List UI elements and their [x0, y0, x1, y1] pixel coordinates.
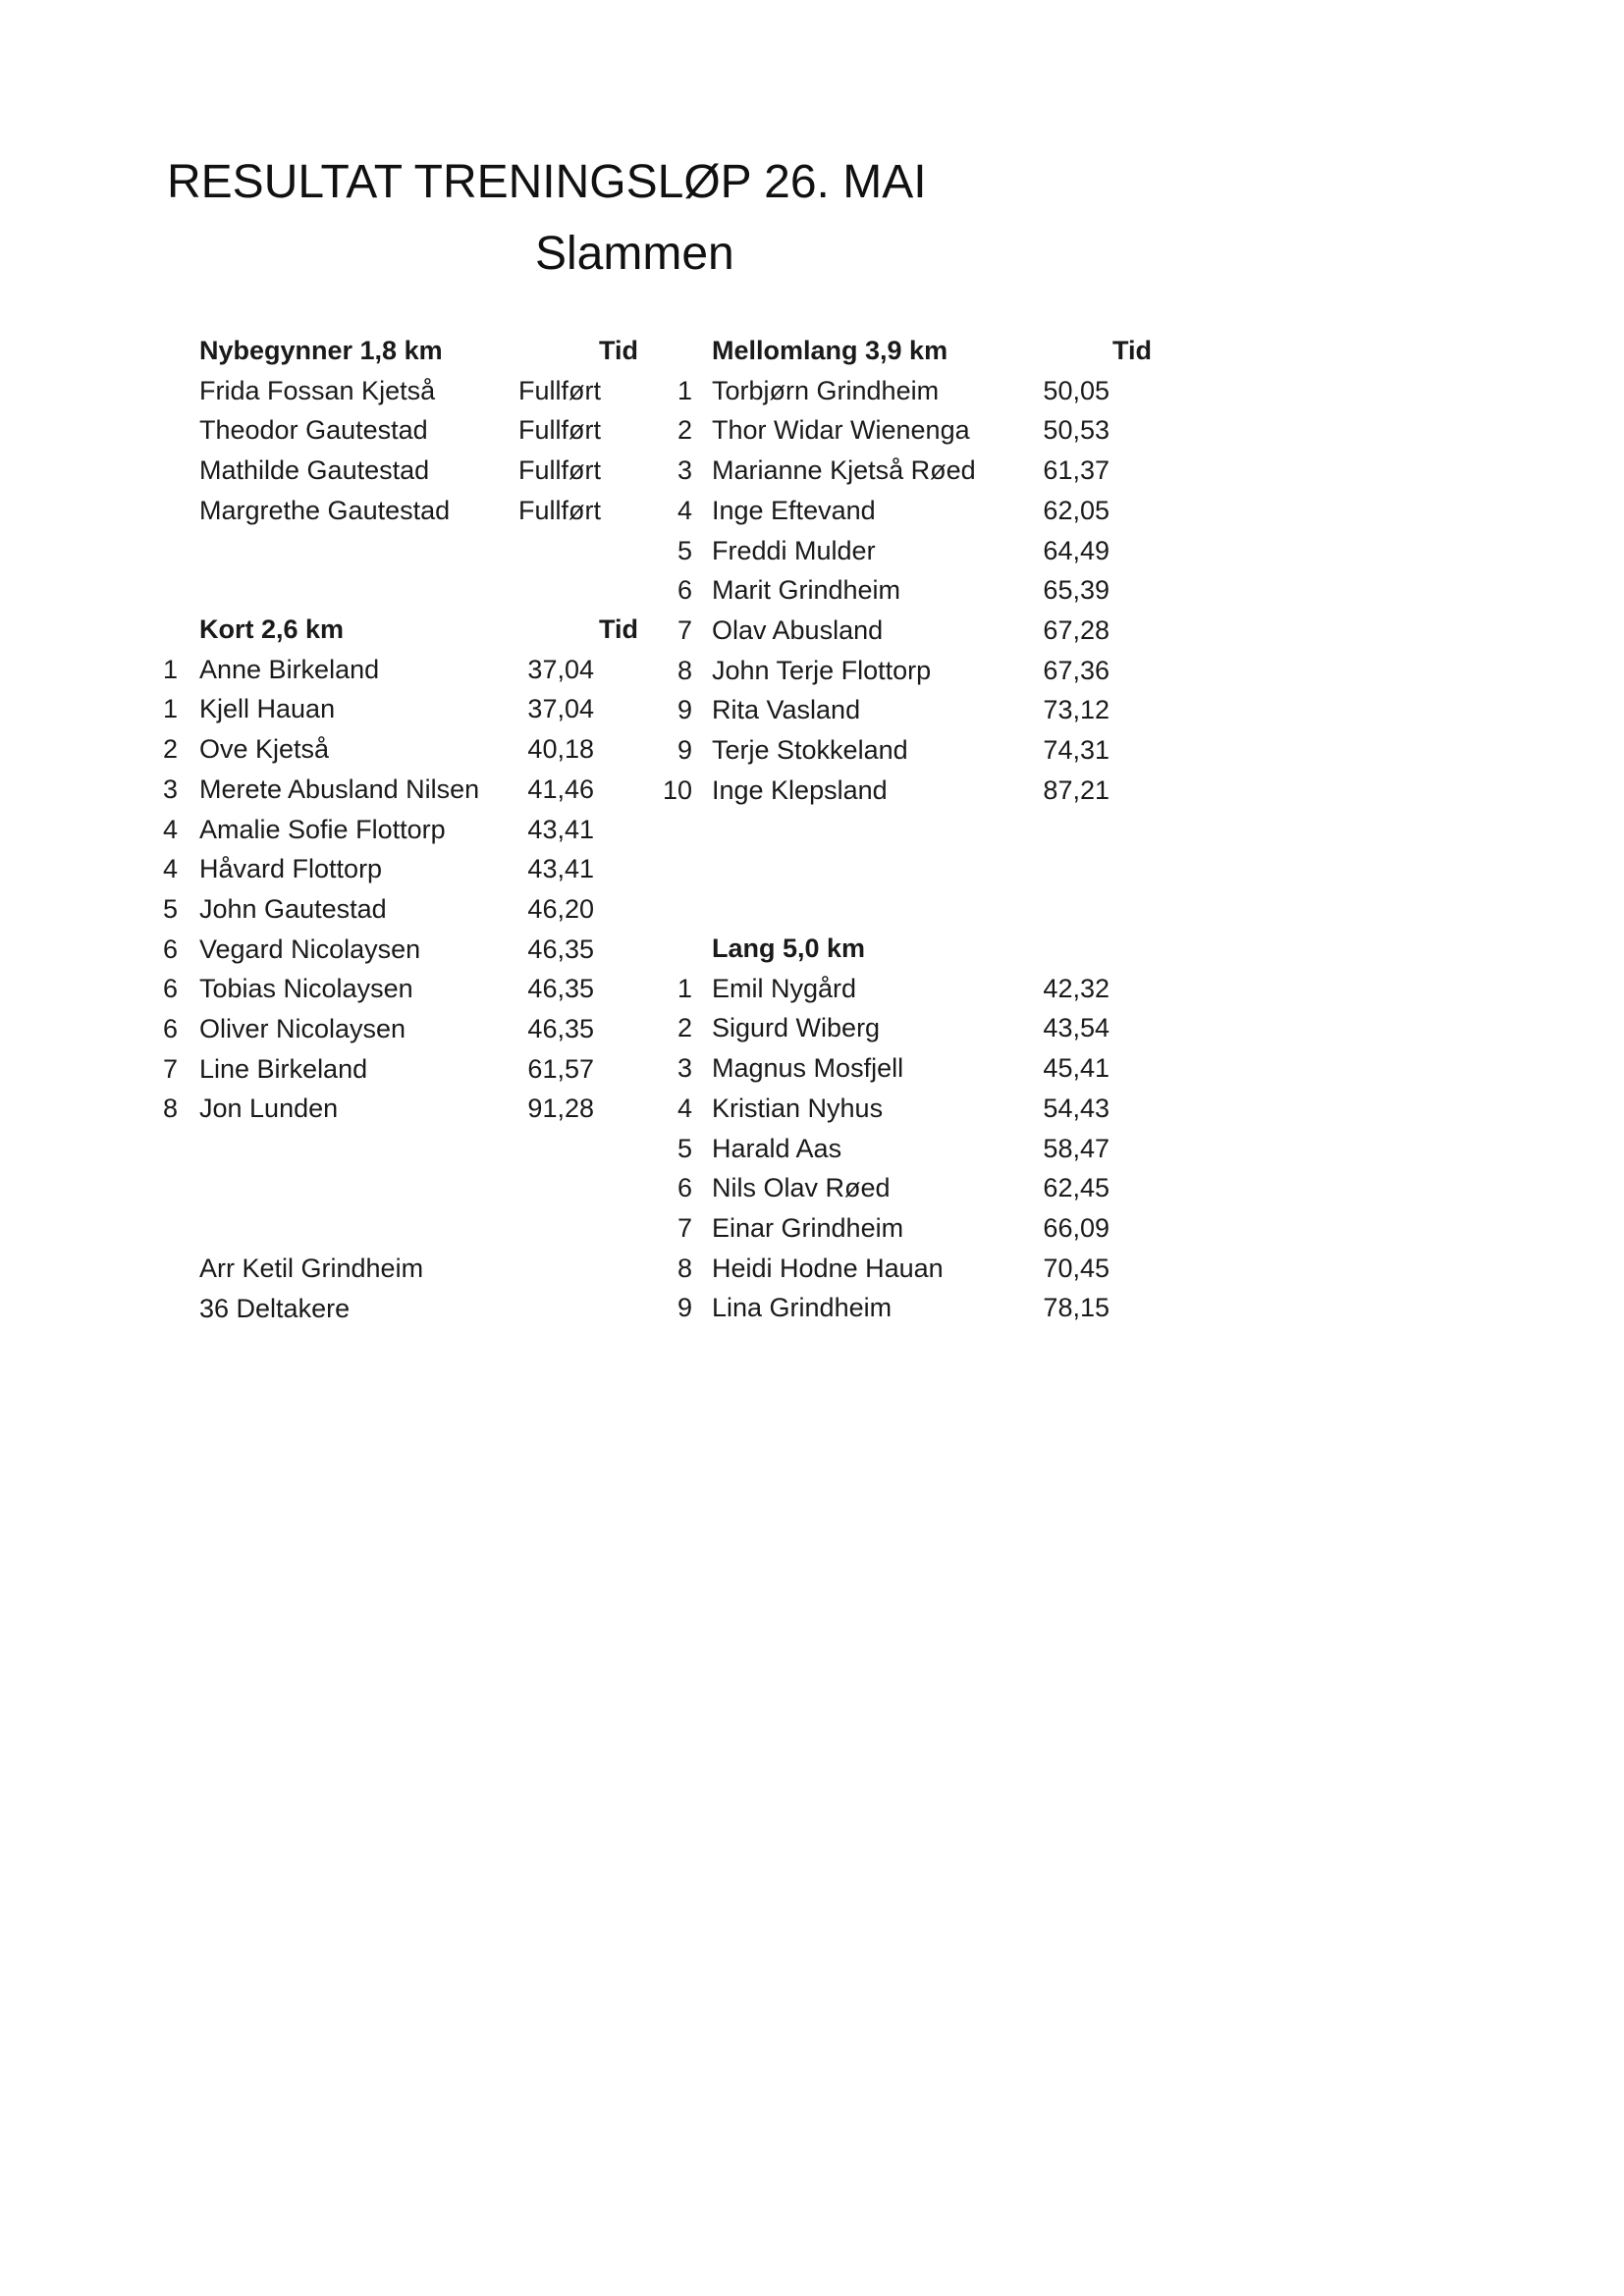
lang-row-name: Lina Grindheim — [712, 1293, 893, 1323]
kort-row-name: Anne Birkeland — [199, 654, 380, 684]
mellomlang-row-time: 74,31 — [1043, 735, 1110, 765]
lang-row-time: 78,15 — [1043, 1293, 1110, 1323]
lang-row-rank: 3 — [677, 1053, 692, 1084]
lang-row-rank: 2 — [677, 1013, 692, 1043]
nybegynner-row-time: Fullført — [518, 495, 601, 525]
lang-row-rank: 7 — [677, 1212, 692, 1243]
nybegynner-row-time: Fullført — [518, 375, 601, 405]
kort-row-rank: 4 — [162, 854, 178, 884]
kort-row-name: Oliver Nicolaysen — [199, 1014, 406, 1043]
lang-row-name: Heidi Hodne Hauan — [712, 1253, 944, 1283]
lang-row-name: Kristian Nyhus — [712, 1093, 884, 1123]
kort-row-rank: 7 — [162, 1053, 178, 1084]
mellomlang-row-name: Thor Widar Wienenga — [712, 415, 970, 446]
nybegynner-row-time: Fullført — [518, 415, 601, 446]
kort-row-rank: 6 — [162, 934, 178, 964]
mellomlang-row-rank: 3 — [677, 455, 692, 486]
mellomlang-row-time: 61,37 — [1043, 455, 1110, 486]
kort-row-rank: 8 — [162, 1094, 178, 1124]
mellomlang-row-name: Inge Klepsland — [712, 774, 888, 805]
kort-row-name: Tobias Nicolaysen — [199, 974, 413, 1004]
lang-row-rank: 5 — [677, 1133, 692, 1163]
kort-row-rank: 5 — [162, 893, 178, 924]
footer-organizer: Arr Ketil Grindheim — [199, 1254, 424, 1283]
kort-row-time: 46,35 — [527, 934, 594, 964]
lang-row-rank: 4 — [677, 1093, 692, 1123]
kort-row-name: Vegard Nicolaysen — [199, 934, 421, 964]
kort-row-rank: 3 — [162, 774, 178, 804]
kort-row-rank: 2 — [162, 734, 178, 765]
mellomlang-row-time: 50,53 — [1043, 415, 1110, 446]
kort-row-name: John Gautestad — [199, 893, 387, 924]
mellomlang-row-name: Freddi Mulder — [712, 535, 876, 565]
kort-row-time: 43,41 — [527, 854, 594, 884]
mellomlang-row-rank: 10 — [662, 774, 692, 805]
lang-row-name: Sigurd Wiberg — [712, 1013, 881, 1043]
lang-row-time: 54,43 — [1043, 1093, 1110, 1123]
mellomlang-row-name: Torbjørn Grindheim — [712, 375, 940, 405]
mellomlang-row-time: 73,12 — [1043, 695, 1110, 725]
kort-row-time: 46,20 — [527, 893, 594, 924]
mellomlang-row-rank: 4 — [677, 495, 692, 525]
page-title: RESULTAT TRENINGSLØP 26. MAI — [167, 156, 927, 208]
kort-row-name: Line Birkeland — [199, 1053, 368, 1084]
kort-row-time: 46,35 — [527, 974, 594, 1004]
mellomlang-row-name: Olav Abusland — [712, 614, 884, 645]
mellomlang-row-time: 64,49 — [1043, 535, 1110, 565]
kort-row-rank: 6 — [162, 1014, 178, 1043]
lang-row-name: Nils Olav Røed — [712, 1173, 891, 1203]
lang-row-name: Harald Aas — [712, 1133, 842, 1163]
lang-row-rank: 1 — [677, 973, 692, 1003]
mellomlang-row-rank: 6 — [677, 575, 692, 606]
mellomlang-row-name: Marianne Kjetså Røed — [712, 455, 976, 486]
lang-row-name: Emil Nygård — [712, 973, 857, 1003]
kort-row-name: Kjell Hauan — [199, 694, 336, 724]
lang-row-time: 43,54 — [1043, 1013, 1110, 1043]
lang-row-time: 58,47 — [1043, 1133, 1110, 1163]
mellomlang-row-time: 62,05 — [1043, 495, 1110, 525]
lang-row-time: 70,45 — [1043, 1253, 1110, 1283]
kort-row-rank: 1 — [162, 654, 178, 684]
lang-row-name: Magnus Mosfjell — [712, 1053, 904, 1084]
kort-row-name: Jon Lunden — [199, 1094, 339, 1124]
mellomlang-row-rank: 2 — [677, 415, 692, 446]
lang-heading: Lang 5,0 km — [712, 934, 866, 963]
mellomlang-heading: Mellomlang 3,9 km — [712, 336, 948, 365]
kort-row-time: 37,04 — [527, 694, 594, 724]
mellomlang-row-time: 67,28 — [1043, 614, 1110, 645]
mellomlang-row-time: 67,36 — [1043, 655, 1110, 685]
lang-row-time: 45,41 — [1043, 1053, 1110, 1084]
mellomlang-row-rank: 9 — [677, 695, 692, 725]
kort-heading: Kort 2,6 km — [199, 614, 345, 644]
mellomlang-time-heading: Tid — [1112, 336, 1152, 365]
lang-row-time: 62,45 — [1043, 1173, 1110, 1203]
kort-row-time: 37,04 — [527, 654, 594, 684]
kort-row-name: Ove Kjetså — [199, 734, 330, 765]
mellomlang-row-name: Rita Vasland — [712, 695, 861, 725]
mellomlang-row-rank: 1 — [677, 375, 692, 405]
nybegynner-row-name: Theodor Gautestad — [199, 415, 428, 446]
kort-row-name: Merete Abusland Nilsen — [199, 774, 480, 804]
footer-participants: 36 Deltakere — [199, 1294, 351, 1323]
mellomlang-row-name: Inge Eftevand — [712, 495, 876, 525]
kort-row-rank: 4 — [162, 814, 178, 844]
mellomlang-row-time: 65,39 — [1043, 575, 1110, 606]
lang-row-time: 42,32 — [1043, 973, 1110, 1003]
nybegynner-time-heading: Tid — [599, 336, 638, 365]
mellomlang-row-time: 87,21 — [1043, 774, 1110, 805]
lang-row-time: 66,09 — [1043, 1212, 1110, 1243]
kort-time-heading: Tid — [599, 614, 638, 644]
mellomlang-row-name: Marit Grindheim — [712, 575, 901, 606]
mellomlang-row-name: John Terje Flottorp — [712, 655, 932, 685]
kort-row-time: 46,35 — [527, 1014, 594, 1043]
mellomlang-row-rank: 7 — [677, 614, 692, 645]
mellomlang-row-name: Terje Stokkeland — [712, 735, 908, 765]
kort-row-name: Amalie Sofie Flottorp — [199, 814, 446, 844]
lang-row-name: Einar Grindheim — [712, 1212, 904, 1243]
kort-row-name: Håvard Flottorp — [199, 854, 383, 884]
nybegynner-row-name: Margrethe Gautestad — [199, 495, 451, 525]
mellomlang-row-time: 50,05 — [1043, 375, 1110, 405]
mellomlang-row-rank: 5 — [677, 535, 692, 565]
kort-row-time: 61,57 — [527, 1053, 594, 1084]
nybegynner-row-name: Frida Fossan Kjetså — [199, 375, 436, 405]
mellomlang-row-rank: 9 — [677, 735, 692, 765]
kort-row-time: 91,28 — [527, 1094, 594, 1124]
mellomlang-row-rank: 8 — [677, 655, 692, 685]
nybegynner-row-name: Mathilde Gautestad — [199, 455, 430, 486]
nybegynner-row-time: Fullført — [518, 455, 601, 486]
page-subtitle: Slammen — [535, 228, 734, 280]
kort-row-time: 41,46 — [527, 774, 594, 804]
lang-row-rank: 9 — [677, 1293, 692, 1323]
kort-row-time: 40,18 — [527, 734, 594, 765]
lang-row-rank: 8 — [677, 1253, 692, 1283]
kort-row-time: 43,41 — [527, 814, 594, 844]
nybegynner-heading: Nybegynner 1,8 km — [199, 336, 443, 365]
kort-row-rank: 1 — [162, 694, 178, 724]
lang-row-rank: 6 — [677, 1173, 692, 1203]
kort-row-rank: 6 — [162, 974, 178, 1004]
